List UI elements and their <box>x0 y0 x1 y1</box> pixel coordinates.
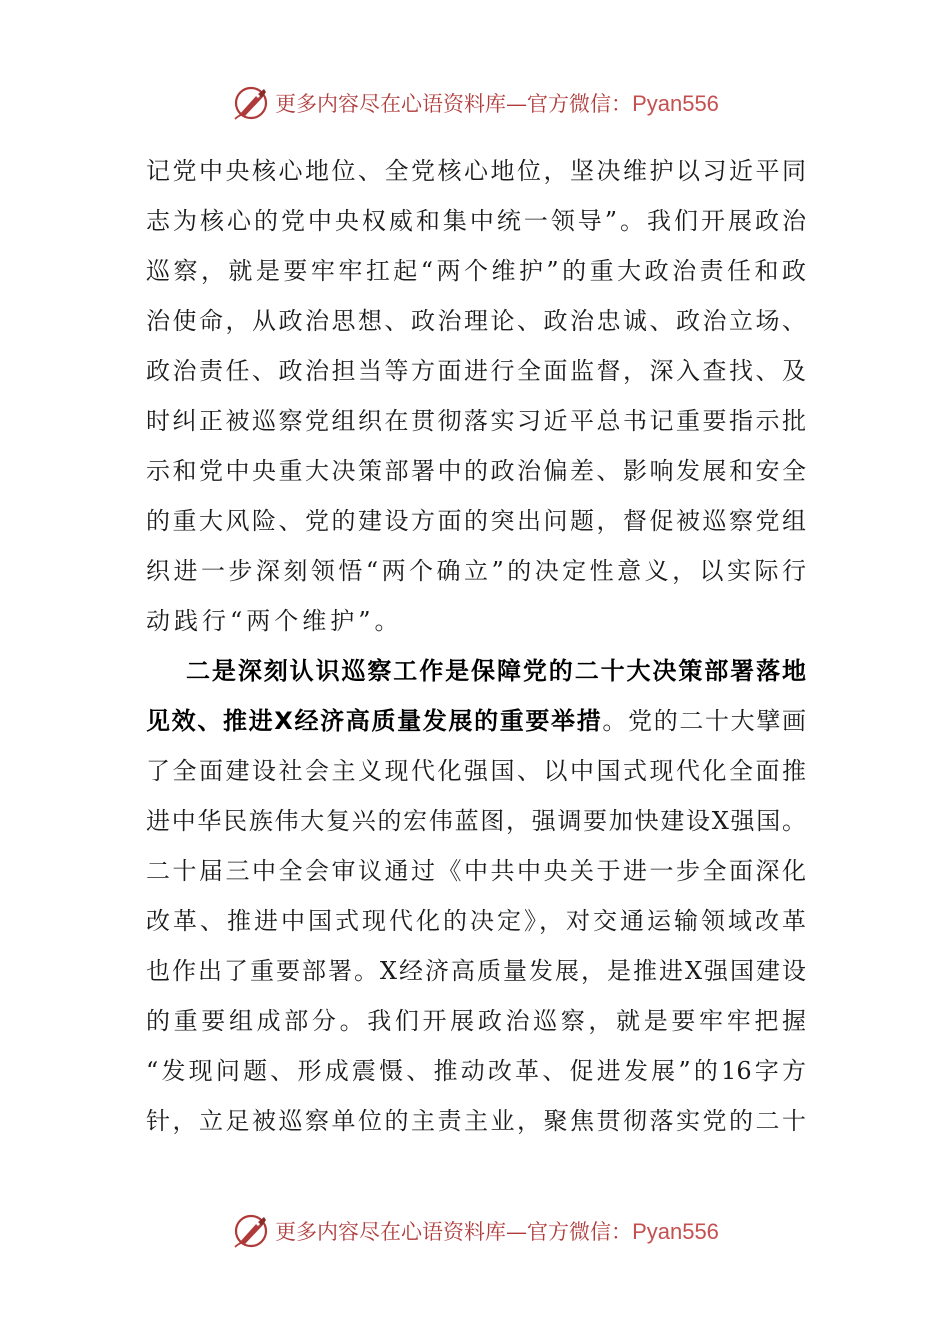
text-line: 了全面建设社会主义现代化强国、以中国式现代化全面推 <box>146 757 806 785</box>
text-line: 二十届三中全会审议通过《中共中央关于进一步全面深化 <box>146 857 806 885</box>
paragraph-2 <box>146 646 806 1146</box>
text-line: “发现问题、形成震慑、推动改革、促进发展”的16字方 <box>146 1057 806 1085</box>
banner-wechat-id: Pyan556 <box>632 1219 719 1244</box>
pen-nib-circle-icon <box>231 83 271 123</box>
banner-text <box>275 1216 719 1246</box>
footer-banner <box>0 1206 950 1256</box>
text-line: 时纠正被巡察党组织在贯彻落实习近平总书记重要指示批 <box>146 407 806 435</box>
section-heading-bold-text: 见效、推进X经济高质量发展的重要举措 <box>146 707 603 735</box>
text-line: 志为核心的党中央权威和集中统一领导”。我们开展政治 <box>146 207 806 235</box>
text-line: 的重要组成部分。我们开展政治巡察，就是要牢牢把握 <box>146 1007 806 1035</box>
text-line: 政治责任、政治担当等方面进行全面监督，深入查找、及 <box>146 357 806 385</box>
text-line: 动践行“两个维护”。 <box>146 607 403 635</box>
banner-wechat-id: Pyan556 <box>632 91 719 116</box>
text-line: 改革、推进中国式现代化的决定》，对交通运输领域改革 <box>146 907 806 935</box>
pen-nib-circle-icon <box>231 1211 271 1251</box>
text-line: 示和党中央重大决策部署中的政治偏差、影响发展和安全 <box>146 457 806 485</box>
text-line: 的重大风险、党的建设方面的突出问题，督促被巡察党组 <box>146 507 806 535</box>
banner-slogan: 更多内容尽在心语资料库—官方微信： <box>275 92 633 116</box>
document-body <box>146 146 806 1146</box>
text-line: 织进一步深刻领悟“两个确立”的决定性意义，以实际行 <box>146 557 806 585</box>
section-heading-line-2 <box>146 696 806 746</box>
text-line: 记党中央核心地位、全党核心地位，坚决维护以习近平同 <box>146 157 806 185</box>
section-heading-rest: 。党的二十大擘画 <box>602 707 806 735</box>
banner-slogan: 更多内容尽在心语资料库—官方微信： <box>275 1220 633 1244</box>
text-line: 治使命，从政治思想、政治理论、政治忠诚、政治立场、 <box>146 307 806 335</box>
text-line: 也作出了重要部署。X经济高质量发展，是推进X强国建设 <box>146 957 806 985</box>
text-line: 针，立足被巡察单位的主责主业，聚焦贯彻落实党的二十 <box>146 1107 806 1135</box>
paragraph-1 <box>146 146 806 646</box>
text-line: 进中华民族伟大复兴的宏伟蓝图，强调要加快建设X强国。 <box>146 807 806 835</box>
text-line: 巡察，就是要牢牢扛起“两个维护”的重大政治责任和政 <box>146 257 806 285</box>
header-banner <box>0 78 950 128</box>
section-heading-line-1: 二是深刻认识巡察工作是保障党的二十大决策部署落地 <box>186 657 806 685</box>
banner-text <box>275 88 719 118</box>
